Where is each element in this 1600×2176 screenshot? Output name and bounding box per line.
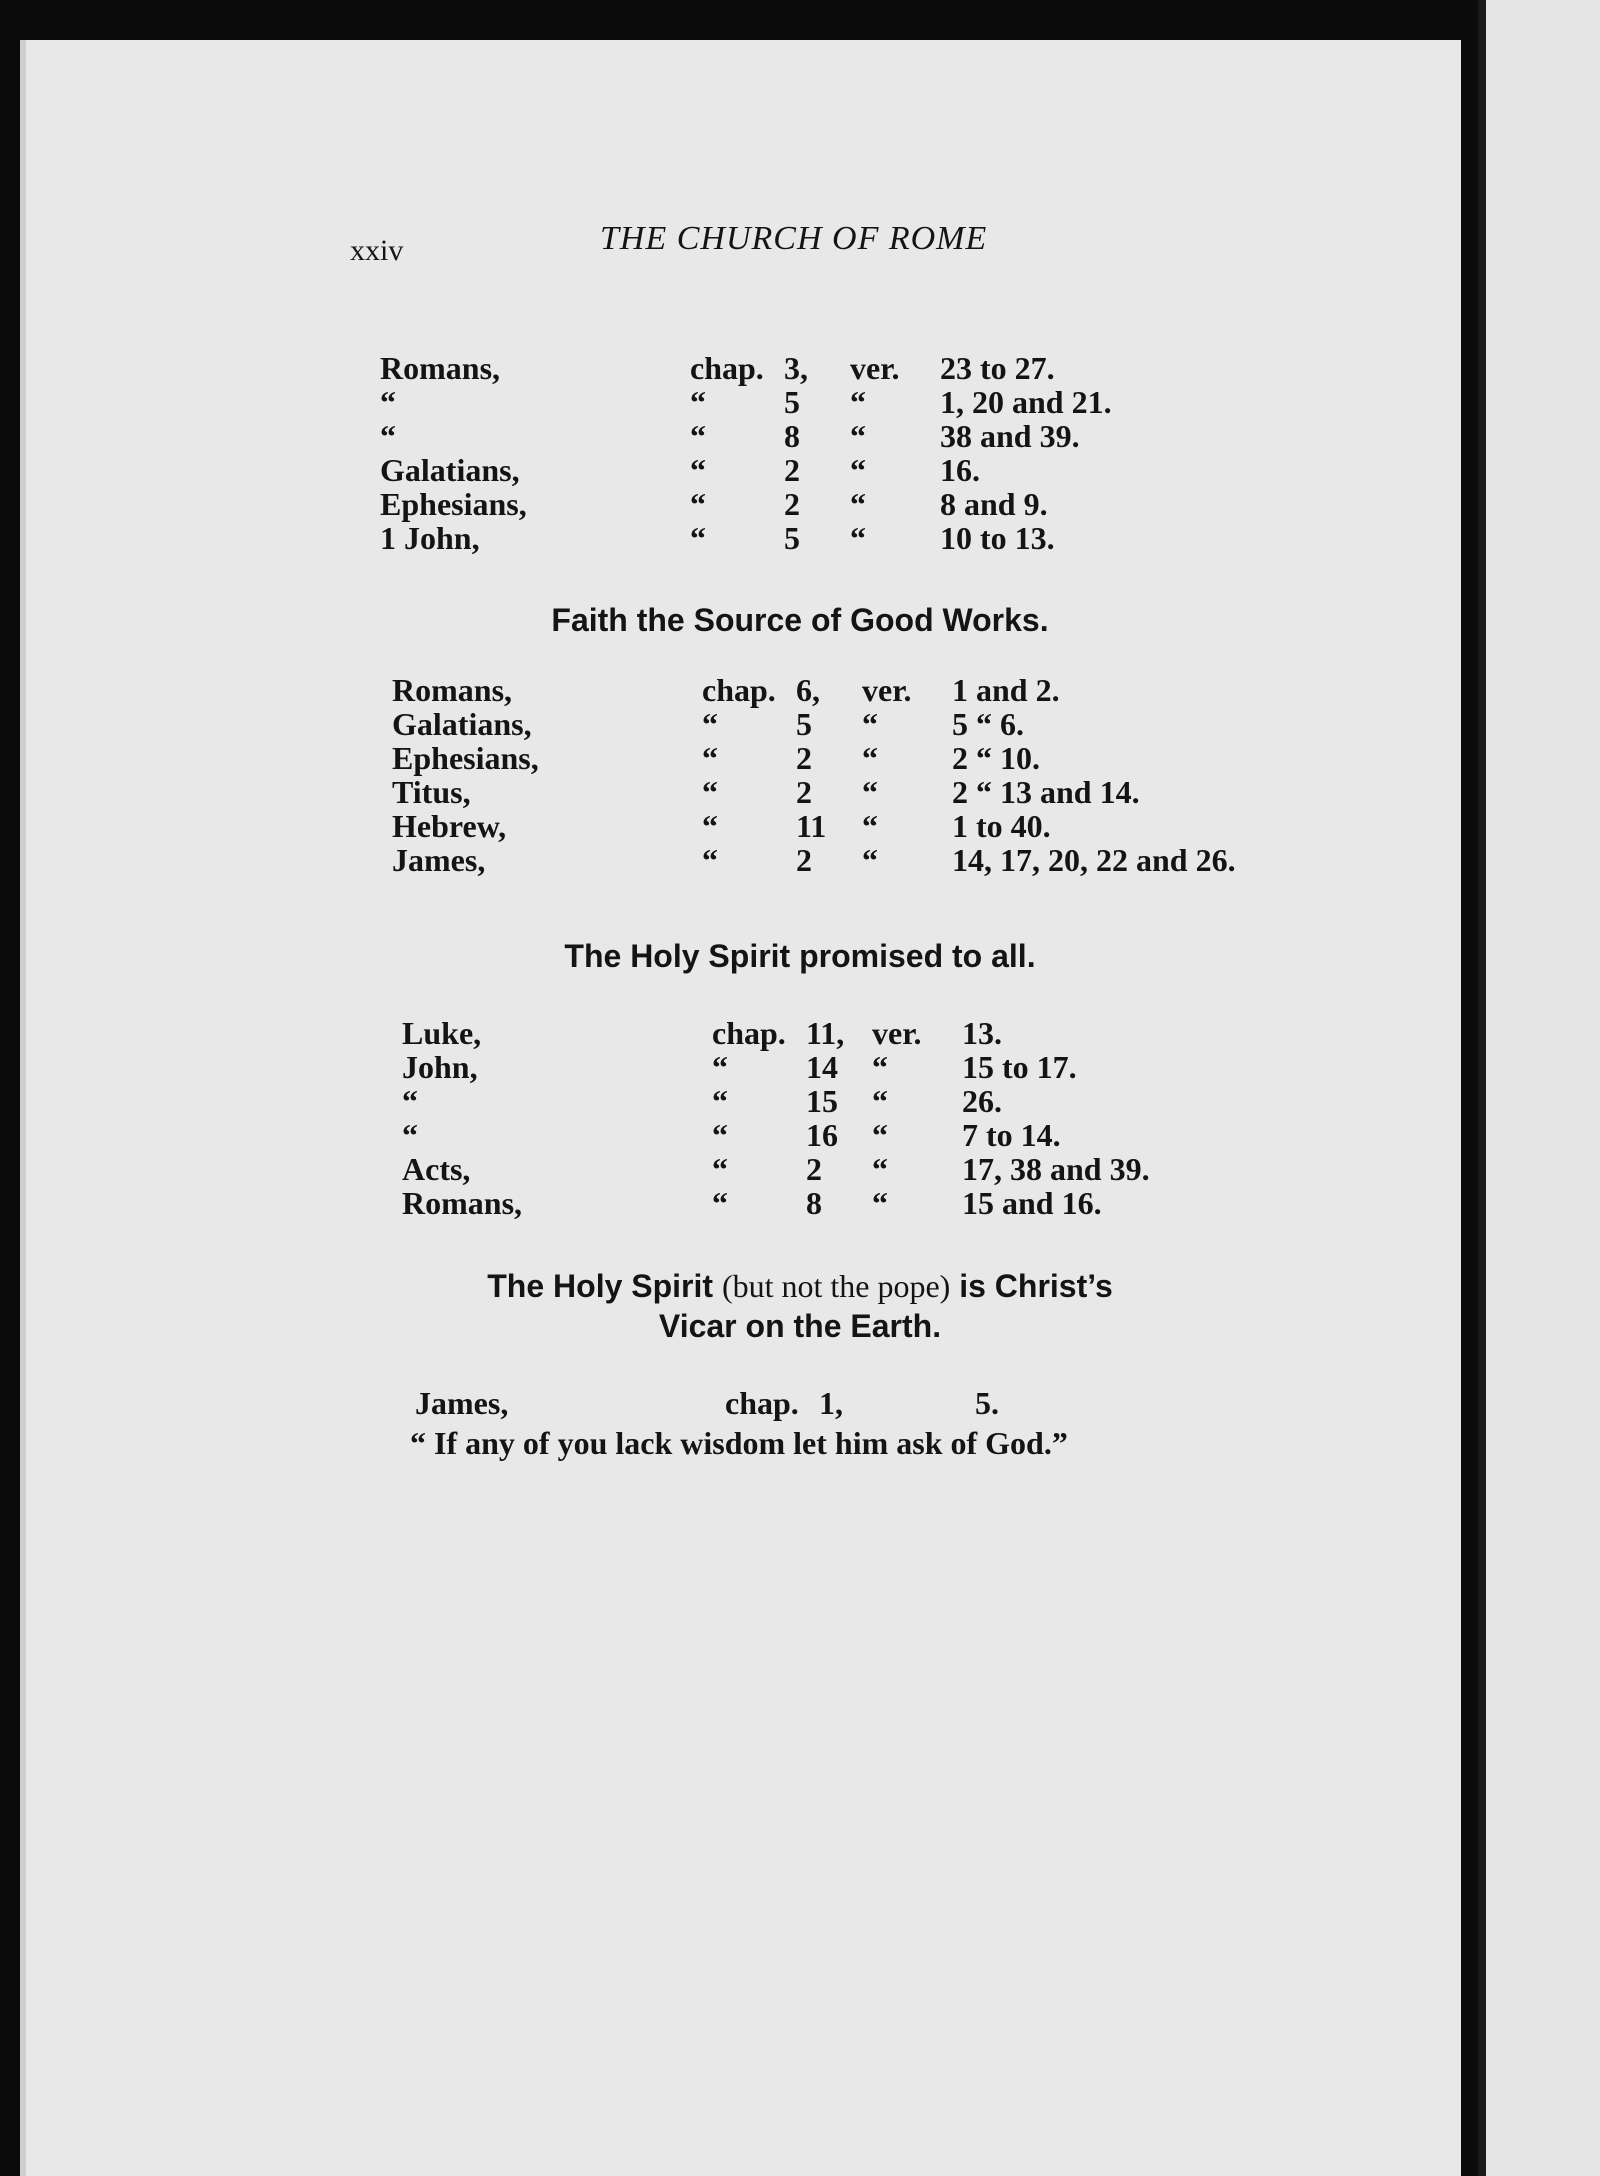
chapter-label: “ [702,706,718,742]
chapter-number: 2 [796,774,812,810]
chapter-number: 8 [784,418,800,454]
chapter-label: “ [702,740,718,776]
book-name: Ephesians, [392,740,539,776]
verse-numbers: 2 “ 13 and 14. [952,774,1140,810]
chapter-number: 2 [784,486,800,522]
book-name: Ephesians, [380,486,527,522]
reference-row [392,774,1292,808]
adjacent-page-edge [1478,0,1600,2176]
verse-label: “ [862,774,878,810]
chapter-number: 2 [796,740,812,776]
running-title: THE CHURCH OF ROME [600,220,988,257]
chapter-number: 8 [806,1185,822,1221]
verse-label: “ [850,418,866,454]
verse-numbers: 26. [962,1083,1002,1119]
verse-numbers: 8 and 9. [940,486,1048,522]
verse-numbers: 15 and 16. [962,1185,1102,1221]
verse-numbers: 13. [962,1015,1002,1051]
section-title-vicar [350,1266,1250,1346]
reference-row [402,1151,1302,1185]
reference-row [380,520,1280,554]
chapter-number: 16 [806,1117,838,1153]
verse-numbers: 38 and 39. [940,418,1080,454]
scripture-quote: “ If any of you lack wisdom let him ask of God.” [410,1425,1068,1461]
page-number: xxiv [350,234,404,267]
chapter-number: 5 [784,520,800,556]
book-name: Acts, [402,1151,471,1187]
book-name: James, [415,1385,509,1421]
reference-row [402,1117,1302,1151]
book-name: Romans, [402,1185,523,1221]
reference-list-4 [415,1385,1315,1419]
book-name: “ [402,1117,418,1153]
book-name: James, [392,842,486,878]
verse-label: “ [862,706,878,742]
verse-label: “ [872,1083,888,1119]
reference-list-1 [380,350,1280,554]
verse-label: ver. [850,350,900,386]
verse-numbers: 17, 38 and 39. [962,1151,1150,1187]
book-name: Luke, [402,1015,482,1051]
reference-row [392,672,1292,706]
chapter-label: “ [690,486,706,522]
book-name: Hebrew, [392,808,507,844]
verse-label: “ [862,740,878,776]
page-header [350,220,1250,270]
verse-numbers: 1 to 40. [952,808,1051,844]
chapter-label: “ [712,1151,728,1187]
chapter-label: “ [702,842,718,878]
reference-row [380,350,1280,384]
chapter-number: 14 [806,1049,838,1085]
verse-label: “ [850,520,866,556]
chapter-number: 2 [806,1151,822,1187]
chapter-number: 5 [784,384,800,420]
verse-label: “ [872,1151,888,1187]
verse-label: “ [850,452,866,488]
verse-label: “ [850,384,866,420]
book-name: “ [380,418,396,454]
chapter-label: chap. [702,672,776,708]
chapter-label: “ [712,1049,728,1085]
book-name: “ [380,384,396,420]
book-name: 1 John, [380,520,480,556]
verse-label: “ [862,808,878,844]
reference-row [392,808,1292,842]
chapter-number: 6, [796,672,820,708]
chapter-label: “ [690,418,706,454]
verse-label: “ [872,1117,888,1153]
verse-numbers: 2 “ 10. [952,740,1040,776]
verse-numbers: 14, 17, 20, 22 and 26. [952,842,1236,878]
reference-row [392,842,1292,876]
chapter-label: “ [712,1083,728,1119]
book-name: Galatians, [392,706,532,742]
reference-row [380,384,1280,418]
verse-label: “ [872,1049,888,1085]
section-title-holy-spirit: The Holy Spirit promised to all. [564,938,1036,974]
chapter-number: 15 [806,1083,838,1119]
chapter-label: “ [690,384,706,420]
chapter-label: chap. [690,350,764,386]
book-name: “ [402,1083,418,1119]
verse-numbers: 7 to 14. [962,1117,1061,1153]
chapter-label: “ [702,808,718,844]
chapter-number: 11, [806,1015,845,1051]
book-name: Romans, [380,350,501,386]
verse-label: ver. [862,672,912,708]
verse-label: “ [862,842,878,878]
book-name: Titus, [392,774,471,810]
section-title-vicar-line2: Vicar on the Earth. [658,1308,942,1344]
chapter-label: chap. [725,1385,799,1421]
reference-row [380,452,1280,486]
section-title-vicar-line1: The Holy Spirit (but not the pope) is Christ’s [487,1268,1113,1304]
verse-numbers: 10 to 13. [940,520,1055,556]
verse-numbers: 1, 20 and 21. [940,384,1112,420]
chapter-number: 2 [784,452,800,488]
book-name: John, [402,1049,478,1085]
reference-row [392,740,1292,774]
chapter-number: 3, [784,350,808,386]
reference-list-2 [392,672,1292,876]
reference-row [380,486,1280,520]
verse-label: “ [850,486,866,522]
reference-row [392,706,1292,740]
verse-label: “ [872,1185,888,1221]
chapter-label: “ [712,1117,728,1153]
chapter-label: “ [712,1185,728,1221]
reference-row [380,418,1280,452]
book-name: Galatians, [380,452,520,488]
book-name: Romans, [392,672,513,708]
verse-numbers: 5. [975,1385,999,1421]
chapter-number: 11 [796,808,827,844]
chapter-label: “ [690,520,706,556]
verse-numbers: 5 “ 6. [952,706,1024,742]
verse-label: ver. [872,1015,922,1051]
reference-row [402,1083,1302,1117]
reference-row [415,1385,1315,1419]
chapter-label: chap. [712,1015,786,1051]
chapter-label: “ [702,774,718,810]
reference-row [402,1015,1302,1049]
reference-list-3 [402,1015,1302,1219]
reference-row [402,1049,1302,1083]
section-title-faith: Faith the Source of Good Works. [551,602,1049,638]
chapter-number: 5 [796,706,812,742]
chapter-number: 1, [819,1385,843,1421]
verse-numbers: 1 and 2. [952,672,1060,708]
verse-numbers: 23 to 27. [940,350,1055,386]
reference-row [402,1185,1302,1219]
verse-numbers: 15 to 17. [962,1049,1077,1085]
chapter-number: 2 [796,842,812,878]
chapter-label: “ [690,452,706,488]
verse-numbers: 16. [940,452,980,488]
